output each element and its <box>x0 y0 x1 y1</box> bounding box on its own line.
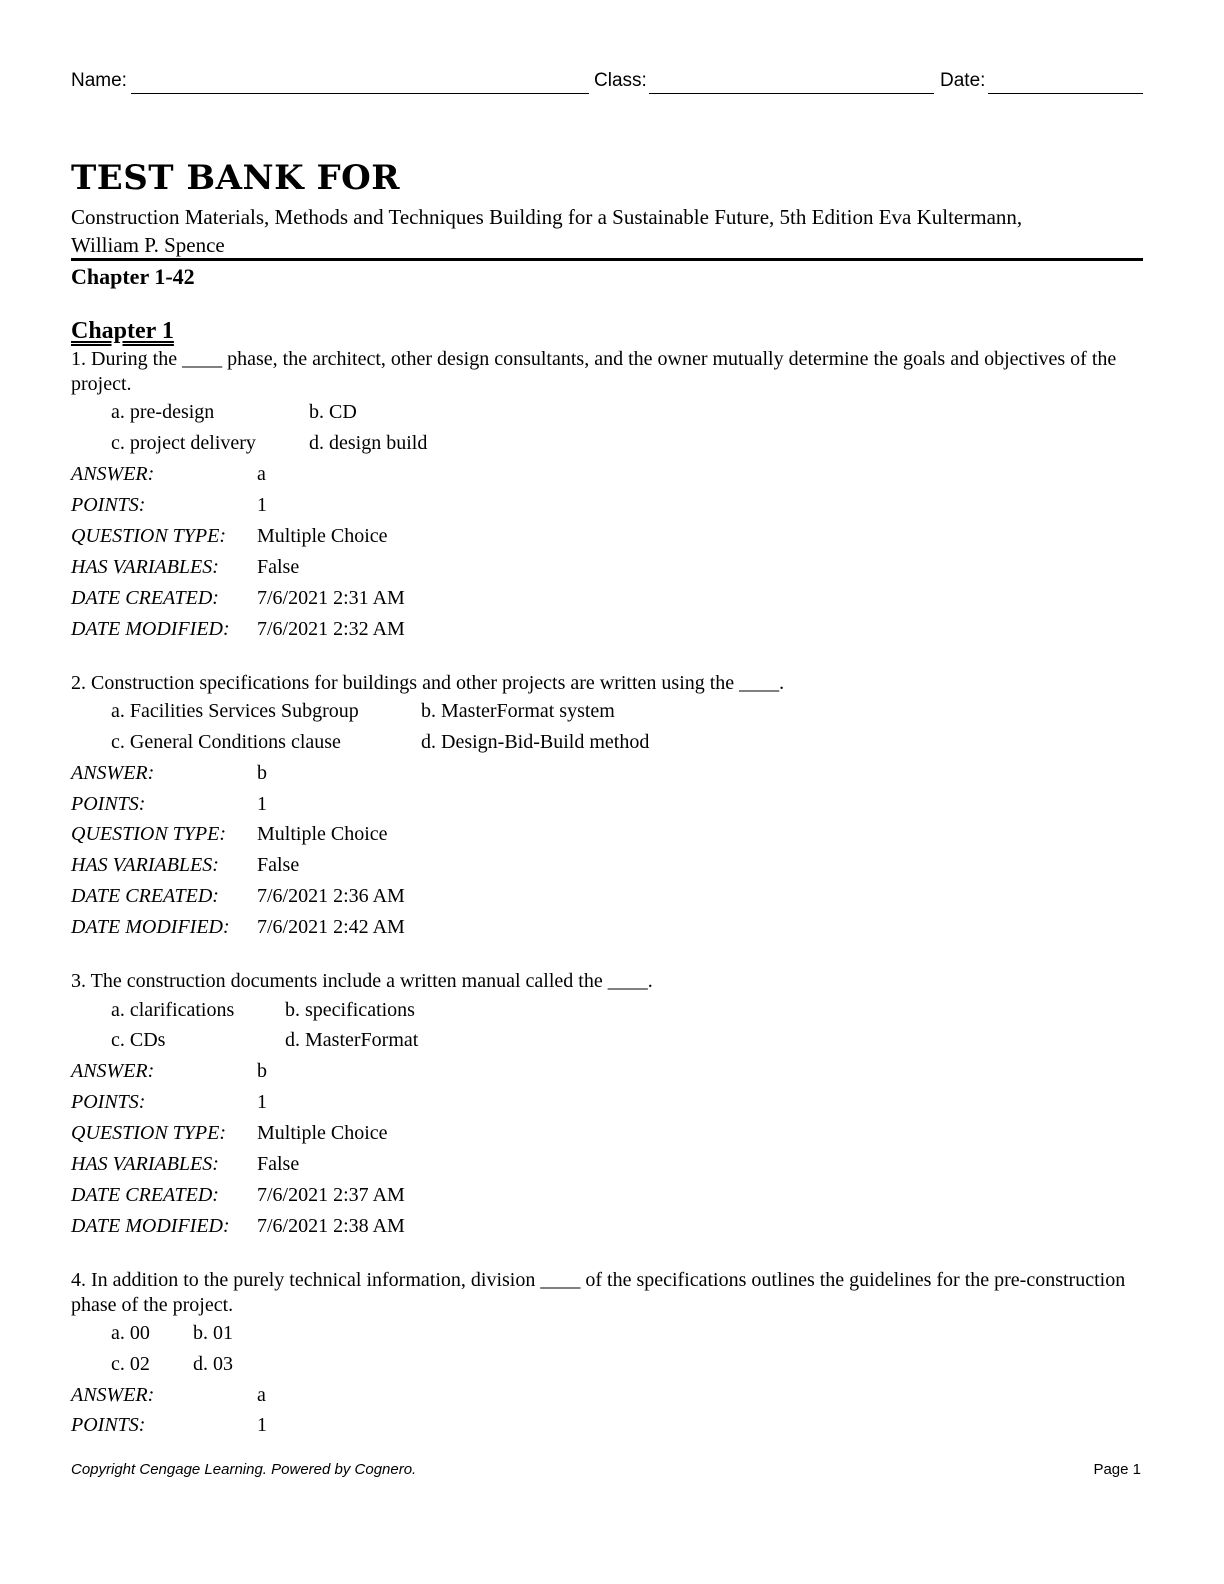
choice-d: d. Design-Bid-Build method <box>421 731 650 753</box>
question-stem: 1. During the ____ phase, the architect, other design consultants, and the owner mutually determine the goals and objectives of the project. <box>71 348 1117 395</box>
question-type-label: QUESTION TYPE: <box>71 1122 227 1144</box>
has-variables-label: HAS VARIABLES: <box>71 854 219 876</box>
has-variables-value: False <box>257 556 300 578</box>
question-type-label: QUESTION TYPE: <box>71 525 227 547</box>
book-subtitle: Construction Materials, Methods and Techniques Building for a Sustainable Future, 5th Edition Eva Kultermann, William P. Spence <box>71 205 1023 257</box>
document-title: TEST BANK FOR <box>71 158 401 198</box>
choice-b: b. MasterFormat system <box>421 700 615 722</box>
class-label: Class: <box>594 70 647 91</box>
choice-a: a. clarifications <box>111 999 235 1021</box>
question-type-value: Multiple Choice <box>257 525 388 547</box>
student-info-header <box>71 70 1143 96</box>
points-value: 1 <box>257 1091 267 1113</box>
points-label: POINTS: <box>71 1414 146 1436</box>
date-modified-label: DATE MODIFIED: <box>71 1215 230 1237</box>
question-type-label: QUESTION TYPE: <box>71 823 227 845</box>
choice-d: d. MasterFormat <box>285 1029 419 1051</box>
date-modified-value: 7/6/2021 2:38 AM <box>257 1215 405 1237</box>
choice-c: c. General Conditions clause <box>111 731 341 753</box>
answer-label: ANSWER: <box>71 1384 155 1406</box>
answer-value: a <box>257 463 266 485</box>
choice-d: d. 03 <box>193 1353 233 1375</box>
has-variables-value: False <box>257 854 300 876</box>
date-created-label: DATE CREATED: <box>71 885 219 907</box>
answer-label: ANSWER: <box>71 762 155 784</box>
has-variables-label: HAS VARIABLES: <box>71 556 219 578</box>
question-stem: 4. In addition to the purely technical information, division ____ of the specifications outlines the guidelines for the pre-construction phase of the project. <box>71 1269 1126 1316</box>
class-blank-line <box>649 93 934 94</box>
answer-value: a <box>257 1384 266 1406</box>
date-created-value: 7/6/2021 2:37 AM <box>257 1184 405 1206</box>
date-created-value: 7/6/2021 2:36 AM <box>257 885 405 907</box>
date-modified-value: 7/6/2021 2:42 AM <box>257 916 405 938</box>
has-variables-value: False <box>257 1153 300 1175</box>
points-label: POINTS: <box>71 1091 146 1113</box>
name-blank-line <box>131 93 589 94</box>
date-created-label: DATE CREATED: <box>71 1184 219 1206</box>
choice-a: a. 00 <box>111 1322 150 1344</box>
date-modified-label: DATE MODIFIED: <box>71 618 230 640</box>
chapter-range: Chapter 1-42 <box>71 264 195 289</box>
question-stem: 2. Construction specifications for buildings and other projects are written using the ____. <box>71 672 785 694</box>
points-value: 1 <box>257 793 267 815</box>
answer-value: b <box>257 762 267 784</box>
points-value: 1 <box>257 1414 267 1436</box>
date-created-label: DATE CREATED: <box>71 587 219 609</box>
chapter-heading: Chapter 1 <box>71 318 174 344</box>
answer-value: b <box>257 1060 267 1082</box>
choice-a: a. pre-design <box>111 401 215 423</box>
question-type-value: Multiple Choice <box>257 1122 388 1144</box>
choice-c: c. CDs <box>111 1029 166 1051</box>
date-created-value: 7/6/2021 2:31 AM <box>257 587 405 609</box>
question-stem: 3. The construction documents include a written manual called the ____. <box>71 970 653 992</box>
copyright-footer: Copyright Cengage Learning. Powered by Cognero. <box>71 1461 417 1478</box>
page-number: Page 1 <box>1093 1461 1141 1478</box>
has-variables-label: HAS VARIABLES: <box>71 1153 219 1175</box>
points-label: POINTS: <box>71 793 146 815</box>
date-modified-value: 7/6/2021 2:32 AM <box>257 618 405 640</box>
answer-label: ANSWER: <box>71 463 155 485</box>
points-value: 1 <box>257 494 267 516</box>
answer-label: ANSWER: <box>71 1060 155 1082</box>
points-label: POINTS: <box>71 494 146 516</box>
date-label: Date: <box>940 70 986 91</box>
choice-d: d. design build <box>309 432 428 454</box>
title-rule <box>71 258 1143 261</box>
choice-a: a. Facilities Services Subgroup <box>111 700 359 722</box>
choice-b: b. CD <box>309 401 357 423</box>
choice-b: b. 01 <box>193 1322 233 1344</box>
question-type-value: Multiple Choice <box>257 823 388 845</box>
date-blank-line <box>988 93 1143 94</box>
choice-c: c. 02 <box>111 1353 150 1375</box>
choice-b: b. specifications <box>285 999 415 1021</box>
name-label: Name: <box>71 70 127 91</box>
choice-c: c. project delivery <box>111 432 256 454</box>
date-modified-label: DATE MODIFIED: <box>71 916 230 938</box>
